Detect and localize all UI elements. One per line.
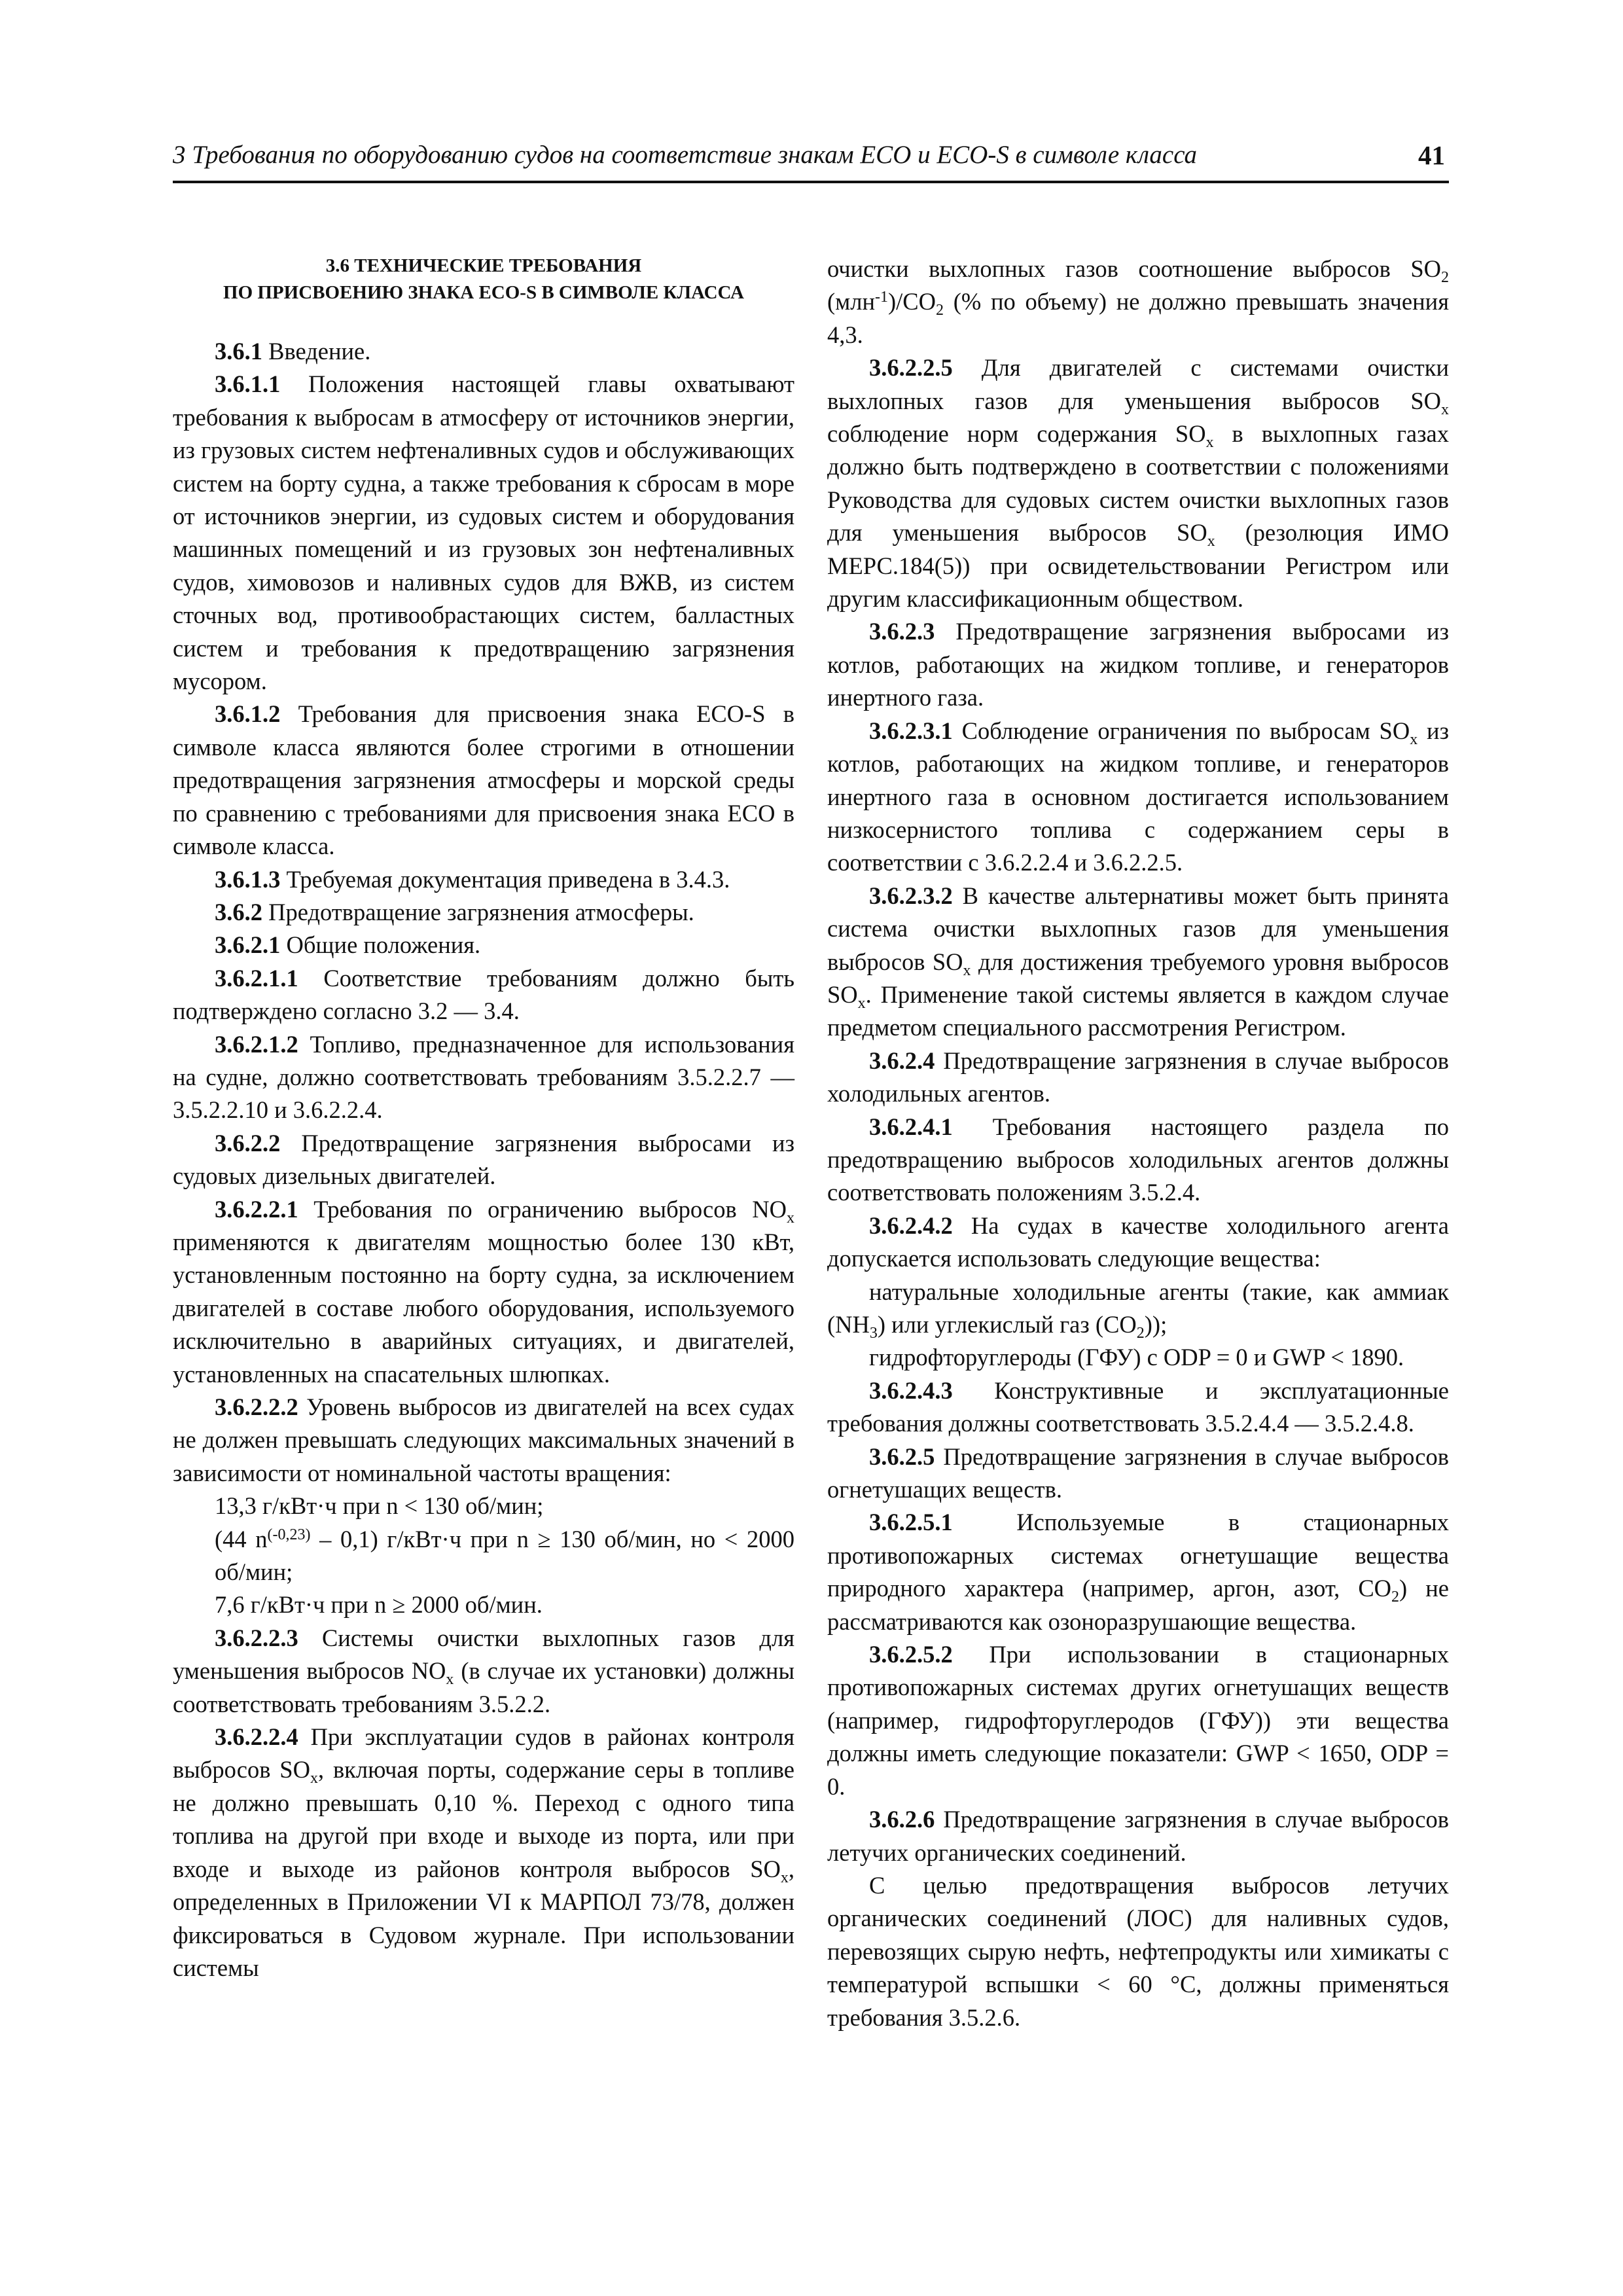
paragraph-3-6-2-2-2 — [173, 1391, 794, 1490]
paragraph-3-6-1 — [173, 335, 794, 368]
formula-line-2 — [173, 1523, 794, 1589]
paragraph-text: Уровень выбросов из двигателей на всех судах не должен превышать следующих максимальных значений в зависимости от номинальной частоты вращения: — [173, 1393, 794, 1486]
paragraph-3-6-2-2 — [173, 1127, 794, 1193]
paragraph-3-6-2-6 — [827, 1803, 1449, 1869]
paragraph-text: Системы очистки выхлопных газов для уменьшения выбросов NO — [173, 1624, 794, 1685]
paragraph-3-6-1-3 — [173, 863, 794, 896]
list-item-hfc — [827, 1341, 1449, 1374]
clause-number: 3.6.2.2.5 — [869, 354, 953, 382]
paragraph-3-6-1-1 — [173, 368, 794, 698]
paragraph-3-6-2-5-2 — [827, 1638, 1449, 1803]
subscript: x — [780, 1869, 789, 1886]
clause-number: 3.6.2.6 — [869, 1806, 935, 1833]
paragraph-text: Топливо, предназначенное для использования на судне, должно соответствовать требованиям 3.5.2.2.7 — 3.5.2.2.10 и 3.6.2.2.4. — [173, 1030, 794, 1124]
clause-number: 3.6.2.4.2 — [869, 1211, 953, 1239]
paragraph-3-6-2-3-2 — [827, 880, 1449, 1045]
paragraph-text: гидрофторуглероды (ГФУ) с ODP = 0 и GWP < 1890. — [869, 1344, 1404, 1371]
paragraph-text: Требуемая документация приведена в 3.4.3. — [280, 865, 730, 893]
paragraph-3-6-2-4-1 — [827, 1111, 1449, 1210]
paragraph-text: Предотвращение загрязнения выбросами из судовых дизельных двигателей. — [173, 1129, 794, 1190]
paragraph-3-6-2-4-3 — [827, 1374, 1449, 1441]
subscript: x — [1410, 730, 1418, 748]
formula-text: – 0,1) г/кВт·ч при n ≥ 130 об/мин, но < 2000 об/мин; — [215, 1525, 794, 1586]
clause-number: 3.6.2.3.2 — [869, 882, 953, 909]
subscript: 2 — [936, 302, 944, 319]
subscript: x — [1207, 533, 1215, 550]
paragraph-text: в выхлопных газах должно быть подтверждено в соответствии с положениями Руководства для судовых систем очистки выхлопных газов для уменьшения выбросов SO — [827, 420, 1449, 547]
clause-number: 3.6.2.2.4 — [215, 1723, 298, 1751]
formula-line-1 — [173, 1490, 794, 1522]
clause-number: 3.6.2.5 — [869, 1443, 935, 1470]
section-heading — [173, 253, 794, 306]
paragraph-text: Для двигателей с системами очистки выхлопных газов для уменьшения выбросов SO — [827, 354, 1449, 414]
paragraph-text: Предотвращение загрязнения в случае выбросов холодильных агентов. — [827, 1047, 1449, 1107]
clause-number: 3.6.1 — [215, 338, 262, 365]
paragraph-continuation — [827, 253, 1449, 351]
superscript: -1 — [875, 289, 888, 306]
paragraph-text: )/CO — [888, 288, 936, 315]
clause-number: 3.6.1.3 — [215, 865, 281, 893]
paragraph-3-6-1-2 — [173, 698, 794, 863]
clause-number: 3.6.2.1.2 — [215, 1030, 298, 1058]
paragraph-3-6-2-4-2 — [827, 1210, 1449, 1276]
paragraph-text: Требования настоящего раздела по предотвращению выбросов холодильных агентов должны соответствовать положениям 3.5.2.4. — [827, 1113, 1449, 1206]
paragraph-text: из котлов, работающих на жидком топливе, и генераторов инертного газа в основном достигается использованием низкосернистого топлива с содержанием серы в соответствии с 3.6.2.2.4 и 3.6.2.2.5. — [827, 717, 1450, 876]
paragraph-text: Конструктивные и эксплуатационные требования должны соответствовать 3.5.2.4.4 — 3.5.2.4.8. — [827, 1376, 1449, 1437]
paragraph-3-6-2-1-1 — [173, 962, 794, 1028]
clause-number: 3.6.2.2.2 — [215, 1393, 298, 1420]
clause-number: 3.6.2.5.1 — [869, 1509, 953, 1536]
paragraph-text: Требования по ограничению выбросов NO — [298, 1195, 787, 1223]
superscript: (-0,23) — [267, 1526, 311, 1543]
paragraph-text: Предотвращение загрязнения выбросами из котлов, работающих на жидком топливе, и генераторов инертного газа. — [827, 618, 1449, 711]
paragraph-3-6-2-2-3 — [173, 1622, 794, 1721]
subscript: x — [1205, 434, 1214, 452]
paragraph-text: ) или углекислый газ (CO — [877, 1311, 1137, 1338]
paragraph-text: С целью предотвращения выбросов летучих органических соединений (ЛОС) для наливных судов, перевозящих сырую нефть, нефтепродукты или химикаты с температурой вспышки < 60 °С, должны применяться требования 3.5.2.6. — [827, 1871, 1449, 2031]
subscript: x — [963, 961, 971, 979]
clause-number: 3.6.2.4.3 — [869, 1376, 953, 1404]
paragraph-3-6-2-2-4 — [173, 1721, 794, 1984]
clause-number: 3.6.1.1 — [215, 370, 281, 398]
paragraph-text: При использовании в стационарных противопожарных системах других огнетушащих веществ (например, гидрофторуглеродов (ГФУ)) эти вещества должны иметь следующие показатели: GWP < 1650, ODP = 0. — [827, 1641, 1449, 1800]
paragraph-text: (в случае их установки) должны соответствовать требованиям 3.5.2.2. — [173, 1657, 794, 1717]
clause-number: 3.6.2.3.1 — [869, 717, 953, 744]
subscript: 3 — [869, 1325, 878, 1342]
paragraph-text: для достижения требуемого уровня выбросов SO — [827, 948, 1449, 1008]
paragraph-text: Предотвращение загрязнения атмосферы. — [262, 898, 694, 925]
paragraph-text: На судах в качестве холодильного агента допускается использовать следующие вещества: — [827, 1211, 1449, 1272]
formula-text: 13,3 г/кВт·ч при n < 130 об/мин; — [215, 1492, 544, 1520]
clause-number: 3.6.2.1.1 — [215, 964, 298, 992]
clause-number: 3.6.2.4.1 — [869, 1113, 953, 1140]
paragraph-3-6-2-2-5 — [827, 351, 1449, 615]
paragraph-text: , определенных в Приложении VI к МАРПОЛ 73/78, должен фиксироваться в Судовом журнале. При использовании системы — [173, 1855, 794, 1981]
list-item-natural-refrigerants — [827, 1276, 1449, 1342]
paragraph-text: Требования для присвоения знака ECO-S в символе класса являются более строгими в отношении предотвращения загрязнения атмосферы и морской среды по сравнению с требованиями для присвоения знака ЕСО в символе класса. — [173, 700, 794, 860]
paragraph-3-6-2 — [173, 896, 794, 929]
paragraph-text: применяются к двигателям мощностью более 130 кВт, установленным постоянно на борту судна, за исключением двигателей в составе любого оборудования, используемого исключительно в аварийных ситуациях, и двигателей, установленных на спасательных шлюпках. — [173, 1228, 794, 1388]
clause-number: 3.6.2.4 — [869, 1047, 935, 1074]
page-number: 41 — [1418, 140, 1445, 170]
paragraph-text: Предотвращение загрязнения в случае выбросов огнетушащих веществ. — [827, 1443, 1449, 1503]
subscript: 2 — [1391, 1588, 1400, 1606]
paragraph-text: ) не рассматриваются как озоноразрушающие вещества. — [827, 1575, 1449, 1635]
paragraph-text: , включая порты, содержание серы в топливе не должно превышать 0,10 %. Переход с одного типа топлива на другой при входе и выходе из порта, или при входе и выходе из районов контроля выбросов SO — [173, 1756, 794, 1882]
header-title: 3 Требования по оборудованию судов на соответствие знакам ЕСО и ECO-S в символе класса — [173, 141, 1198, 169]
paragraph-3-6-2-4 — [827, 1045, 1449, 1111]
paragraph-text: Соблюдение ограничения по выбросам SO — [952, 717, 1410, 744]
paragraph-3-6-2-1 — [173, 929, 794, 961]
paragraph-text: Предотвращение загрязнения в случае выбросов летучих органических соединений. — [827, 1806, 1449, 1866]
clause-number: 3.6.2.5.2 — [869, 1641, 953, 1668]
paragraph-text: Положения настоящей главы охватывают требования к выбросам в атмосферу от источников энергии, из грузовых систем нефтеналивных судов и обслуживающих систем на борту судна, а также требования к сбросам в море от источников энергии, из судовых систем и оборудования машинных помещений и из грузовых зон нефтеналивных судов, химовозов и наливных судов для ВЖВ, из систем сточных вод, противообрастающих систем, балластных систем и требования к предотвращению загрязнения мусором. — [173, 370, 794, 695]
clause-number: 3.6.2.2.1 — [215, 1195, 298, 1223]
section-heading-line-1: 3.6 ТЕХНИЧЕСКИЕ ТРЕБОВАНИЯ — [325, 255, 642, 276]
formula-text: 7,6 г/кВт·ч при n ≥ 2000 об/мин. — [215, 1591, 543, 1619]
paragraph-3-6-2-1-2 — [173, 1028, 794, 1127]
left-column — [173, 253, 794, 1984]
paragraph-text: Общие положения. — [280, 931, 481, 959]
clause-number: 3.6.2 — [215, 898, 262, 925]
subscript: 2 — [1136, 1325, 1145, 1342]
paragraph-text: В качестве альтернативы может быть принята система очистки выхлопных газов для уменьшения выбросов SO — [827, 882, 1449, 975]
paragraph-text: . Применение такой системы является в каждом случае предметом специального рассмотрения Регистром. — [827, 980, 1449, 1041]
clause-number: 3.6.2.3 — [869, 618, 935, 645]
formula-line-3 — [173, 1588, 794, 1621]
paragraph-3-6-2-2-1 — [173, 1193, 794, 1391]
clause-number: 3.6.1.2 — [215, 700, 281, 728]
paragraph-text: (% по объему) не должно превышать значения 4,3. — [827, 288, 1449, 348]
paragraph-text: очистки выхлопных газов соотношение выбросов SO — [827, 255, 1441, 282]
clause-number: 3.6.2.2.3 — [215, 1624, 298, 1651]
clause-number: 3.6.2.1 — [215, 931, 281, 959]
paragraph-text: (резолюция ИМО МЕРС.184(5)) при освидетельствовании Регистром или другим классификационным обществом. — [827, 519, 1449, 613]
clause-number: 3.6.2.2 — [215, 1129, 281, 1157]
paragraph-text: натуральные холодильные агенты (такие, как аммиак (NH — [827, 1278, 1449, 1338]
right-column — [827, 253, 1449, 2034]
paragraph-voc — [827, 1869, 1449, 2034]
paragraph-text: Введение. — [262, 338, 371, 365]
paragraph-text: соблюдение норм содержания SO — [827, 420, 1206, 448]
paragraph-text: Используемые в стационарных противопожарных системах огнетушащие вещества природного характера (например, аргон, азот, CO — [827, 1509, 1449, 1602]
running-header — [173, 139, 1449, 183]
subscript: x — [787, 1209, 794, 1227]
paragraph-3-6-2-5-1 — [827, 1506, 1449, 1638]
paragraph-text: (млн — [827, 288, 875, 315]
paragraph-text: При эксплуатации судов в районах контроля выбросов SO — [173, 1723, 794, 1784]
paragraph-text: Соответствие требованиям должно быть подтверждено согласно 3.2 — 3.4. — [173, 964, 794, 1025]
formula-text: (44 n — [215, 1525, 268, 1552]
paragraph-3-6-2-5 — [827, 1441, 1449, 1507]
subscript: x — [446, 1671, 454, 1689]
subscript: x — [310, 1770, 318, 1787]
paragraph-text: )); — [1144, 1311, 1168, 1338]
subscript: x — [1441, 401, 1449, 418]
paragraph-3-6-2-3-1 — [827, 715, 1449, 880]
subscript: x — [857, 994, 866, 1012]
section-heading-line-2: ПО ПРИСВОЕНИЮ ЗНАКА ECO-S В СИМВОЛЕ КЛАССА — [223, 282, 744, 303]
paragraph-3-6-2-3 — [827, 615, 1449, 714]
subscript: 2 — [1441, 269, 1449, 286]
